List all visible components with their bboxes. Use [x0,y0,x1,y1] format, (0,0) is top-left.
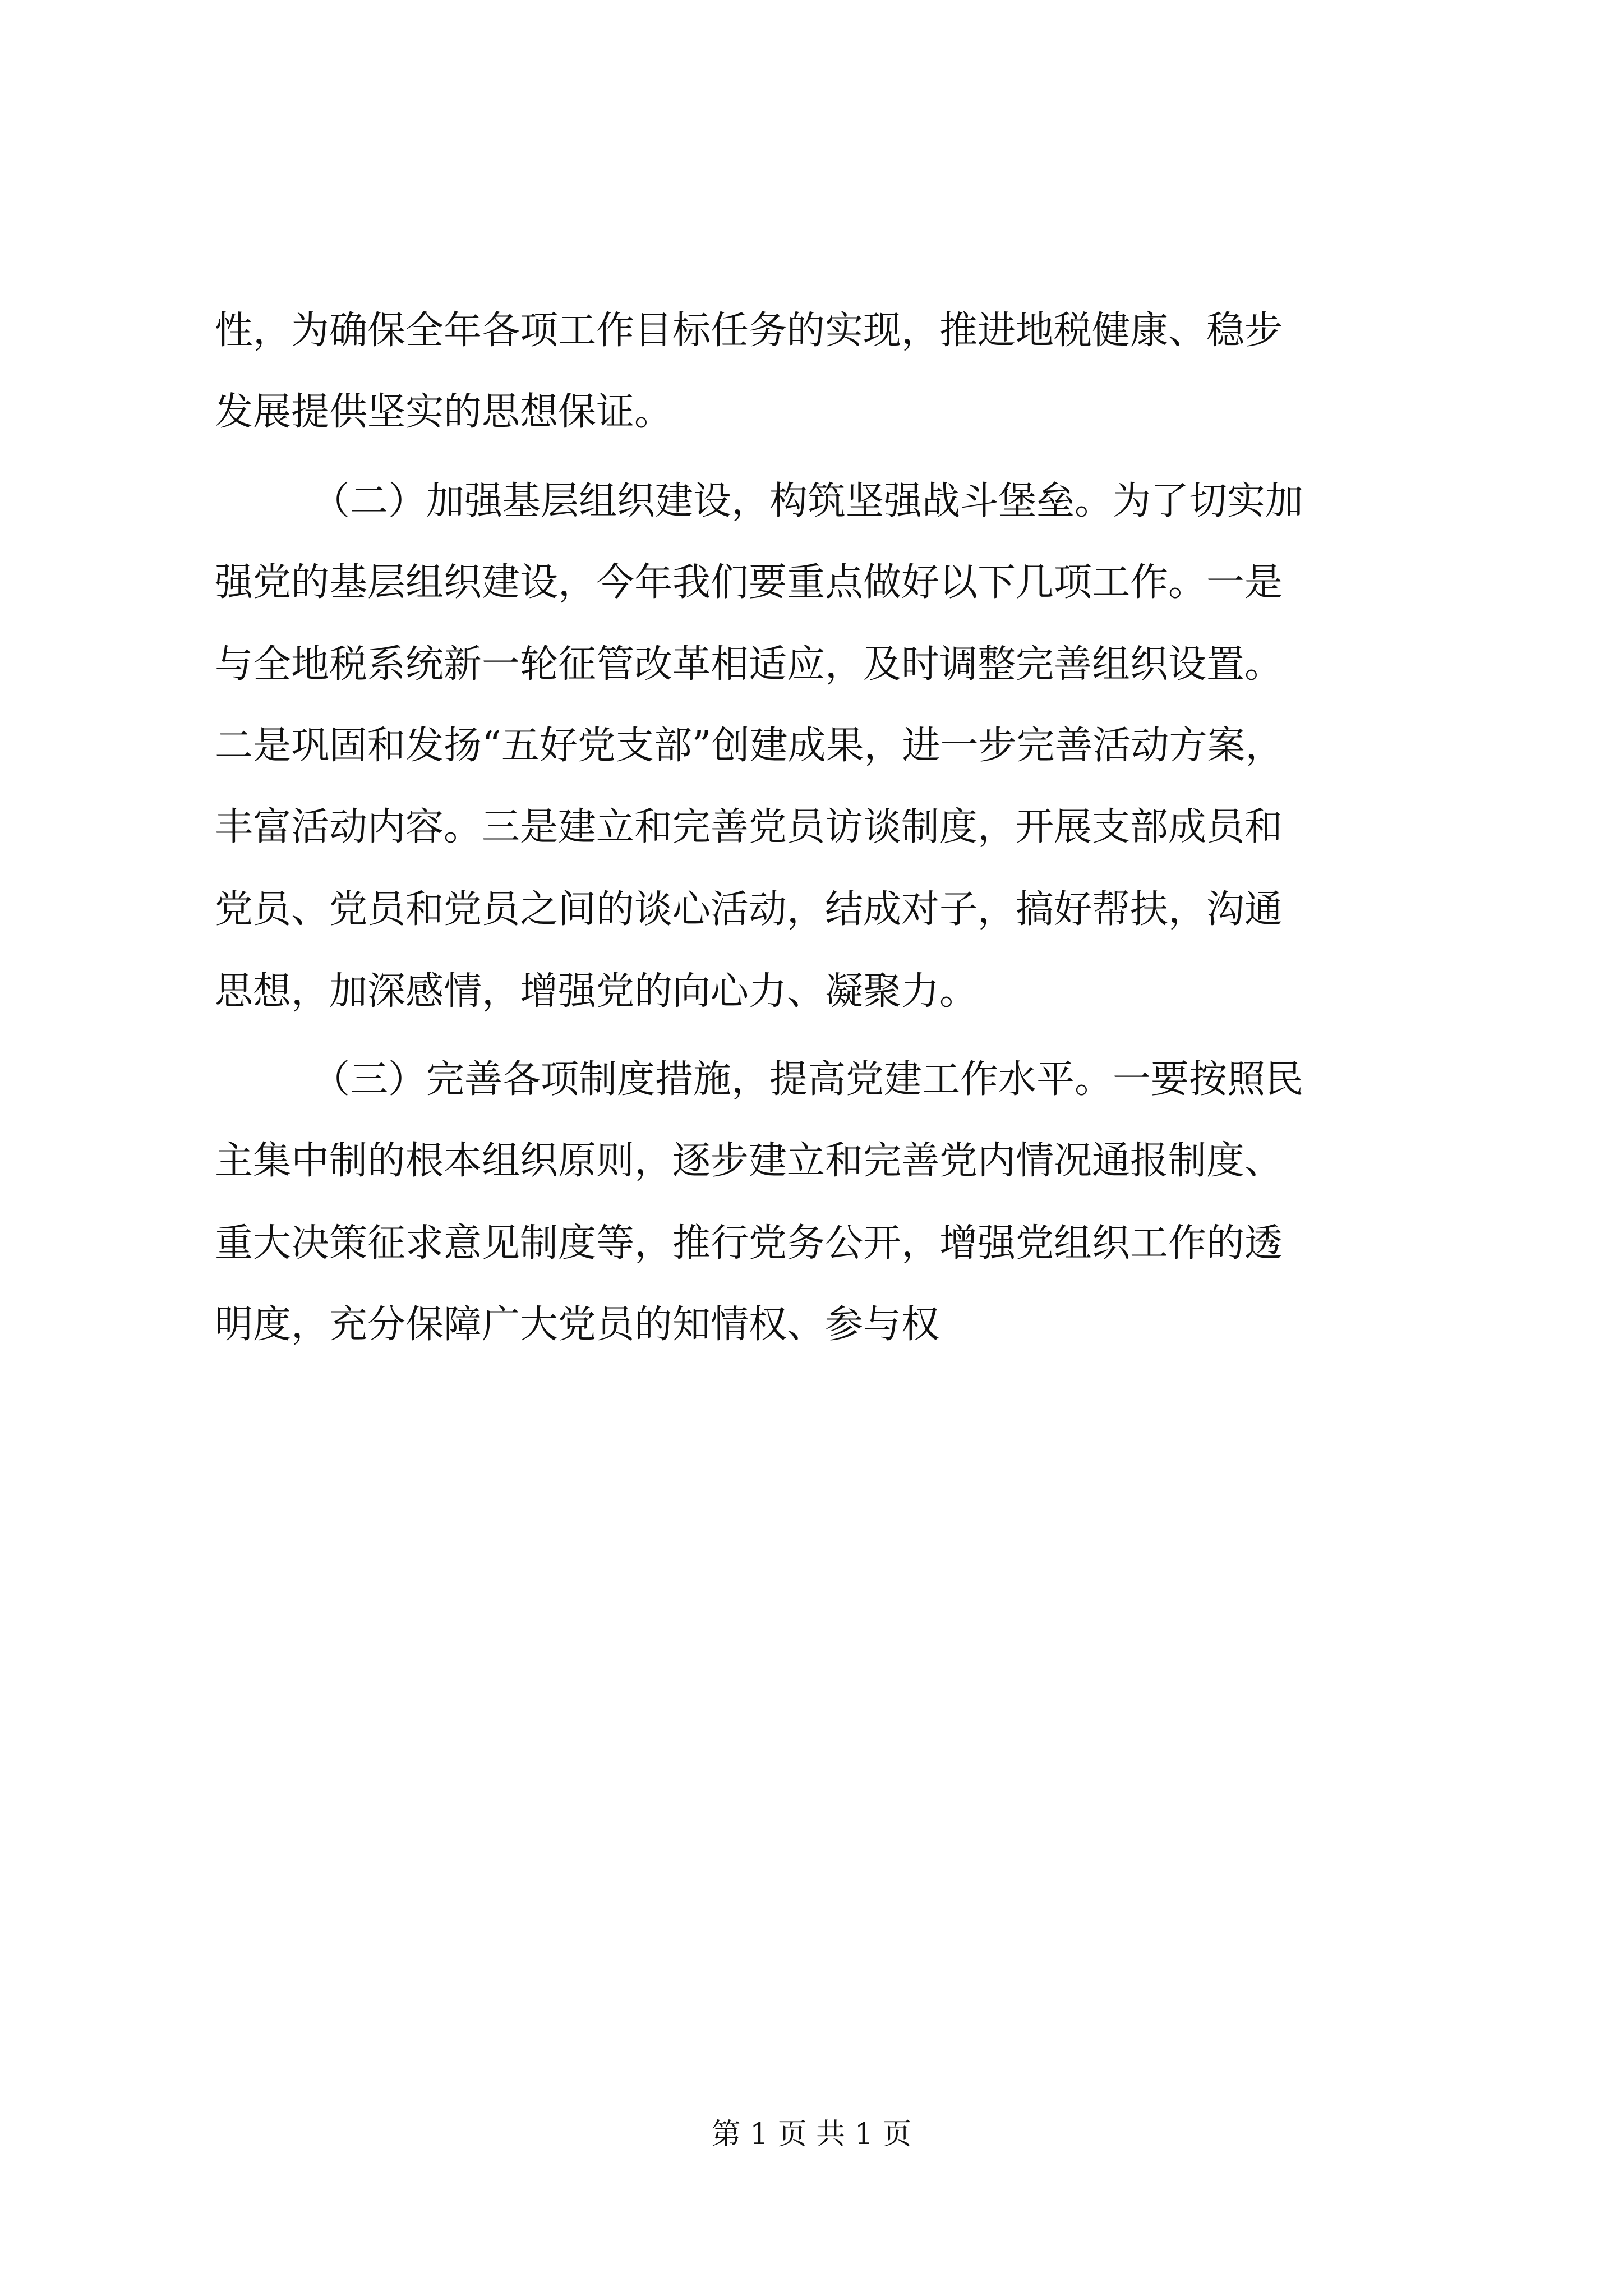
section-heading-line: （三）完善各项制度措施，提高党建工作水平。一要按照民 [312,1057,1304,1102]
section-heading-line: （二）加强基层组织建设，构筑坚强战斗堡垒。为了切实加 [312,479,1304,523]
body-text-line: 主集中制的根本组织原则，逐步建立和完善党内情况通报制度、 [215,1139,1283,1183]
body-text-line: 性，为确保全年各项工作目标任务的实现，推进地税健康、稳步 [215,309,1283,353]
body-text-line: 发展提供坚实的思想保证。 [215,390,673,434]
body-text-line: 明度，充分保障广大党员的知情权、参与权 [215,1303,940,1347]
body-text-line: 重大决策征求意见制度等，推行党务公开，增强党组织工作的透 [215,1221,1283,1266]
page-footer: 第 1 页 共 1 页 [711,2118,912,2151]
body-text-line: 党员、党员和党员之间的谈心活动，结成对子，搞好帮扶，沟通 [215,887,1283,932]
body-text-line: 二是巩固和发扬“五好党支部”创建成果，进一步完善活动方案， [215,724,1284,768]
body-text-line: 强党的基层组织建设，今年我们要重点做好以下几项工作。一是 [215,560,1283,605]
body-text-line: 丰富活动内容。三是建立和完善党员访谈制度，开展支部成员和 [215,805,1283,849]
body-text-line: 与全地税系统新一轮征管改革相适应，及时调整完善组织设置。 [215,642,1283,687]
body-text-line: 思想，加深感情，增强党的向心力、凝聚力。 [215,969,978,1014]
